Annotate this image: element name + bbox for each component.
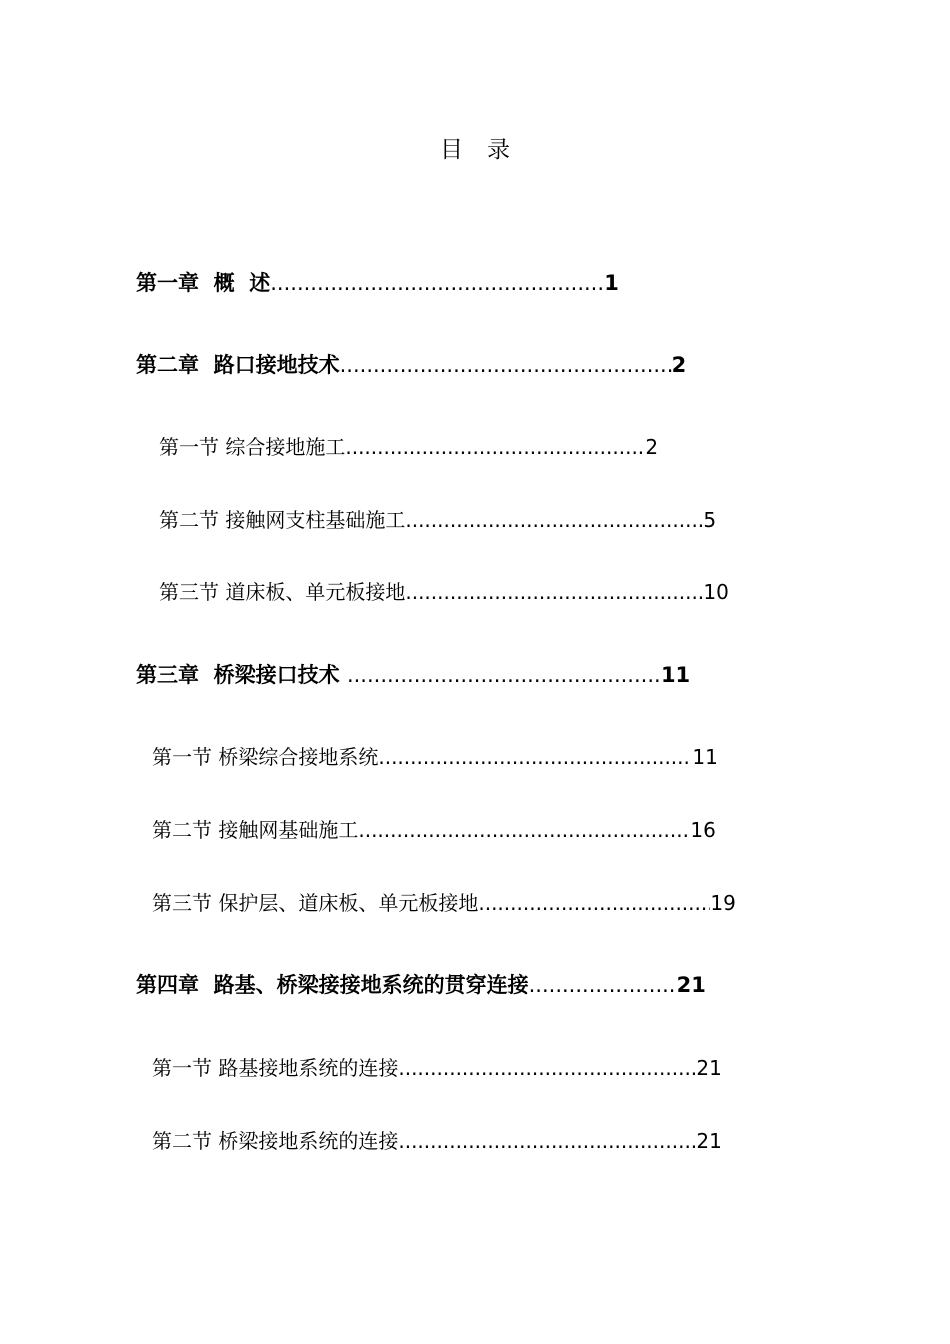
toc-leader-dots	[358, 815, 690, 845]
toc-chapter-3[interactable]	[136, 660, 690, 690]
toc-leader-dots	[345, 432, 645, 462]
toc-title-char-1: 目	[440, 137, 463, 163]
toc-page-number: 16	[690, 818, 716, 842]
toc-leader-dots	[347, 660, 661, 690]
toc-page-number: 21	[696, 1056, 722, 1080]
toc-title-char-2: 录	[487, 137, 510, 163]
toc-page-number: 19	[710, 891, 736, 915]
toc-page-number: 21	[676, 973, 706, 997]
toc-leader-dots	[270, 268, 604, 298]
toc-section-3-1[interactable]	[152, 742, 718, 772]
toc-entry-label: 第一节 桥梁综合接地系统	[152, 745, 379, 769]
toc-section-3-3[interactable]	[152, 888, 736, 918]
toc-page-number: 5	[703, 508, 717, 532]
toc-chapter-4[interactable]	[136, 970, 706, 1000]
toc-section-2-1[interactable]	[159, 432, 658, 462]
toc-page-number: 10	[703, 580, 729, 604]
toc-page-number: 2	[645, 435, 659, 459]
toc-title	[0, 134, 950, 166]
toc-chapter-1[interactable]	[136, 268, 619, 298]
toc-entry-label: 第二节 接触网支柱基础施工	[159, 508, 406, 532]
toc-leader-dots	[398, 1053, 696, 1083]
toc-entry-label: 第一节 路基接地系统的连接	[152, 1056, 399, 1080]
toc-page-number: 2	[671, 353, 687, 377]
toc-entry-label: 第二节 桥梁接地系统的连接	[152, 1129, 399, 1153]
toc-leader-dots	[405, 577, 703, 607]
toc-entry-label: 第一章 概 述	[136, 271, 271, 295]
toc-entry-label: 第二节 接触网基础施工	[152, 818, 359, 842]
toc-leader-dots	[478, 888, 710, 918]
toc-leader-dots	[398, 1126, 696, 1156]
toc-entry-label: 第三节 道床板、单元板接地	[159, 580, 406, 604]
toc-entry-label: 第二章 路口接地技术	[136, 353, 340, 377]
toc-page-number: 21	[696, 1129, 722, 1153]
toc-entry-label: 第三章 桥梁接口技术	[136, 663, 347, 687]
toc-leader-dots	[405, 505, 703, 535]
toc-section-2-3[interactable]	[159, 577, 729, 607]
toc-section-2-2[interactable]	[159, 505, 716, 535]
toc-chapter-2[interactable]	[136, 350, 686, 380]
toc-page-number: 11	[692, 745, 718, 769]
toc-entry-label: 第一节 综合接地施工	[159, 435, 346, 459]
toc-leader-dots	[378, 742, 692, 772]
toc-page-number: 1	[604, 271, 619, 295]
toc-section-4-1[interactable]	[152, 1053, 722, 1083]
toc-entry-label: 第三节 保护层、道床板、单元板接地	[152, 891, 479, 915]
toc-section-3-2[interactable]	[152, 815, 716, 845]
toc-page-number: 11	[660, 663, 691, 687]
toc-leader-dots	[340, 350, 672, 380]
toc-section-4-2[interactable]	[152, 1126, 722, 1156]
toc-leader-dots	[529, 970, 677, 1000]
toc-entry-label: 第四章 路基、桥梁接接地系统的贯穿连接	[136, 973, 529, 997]
